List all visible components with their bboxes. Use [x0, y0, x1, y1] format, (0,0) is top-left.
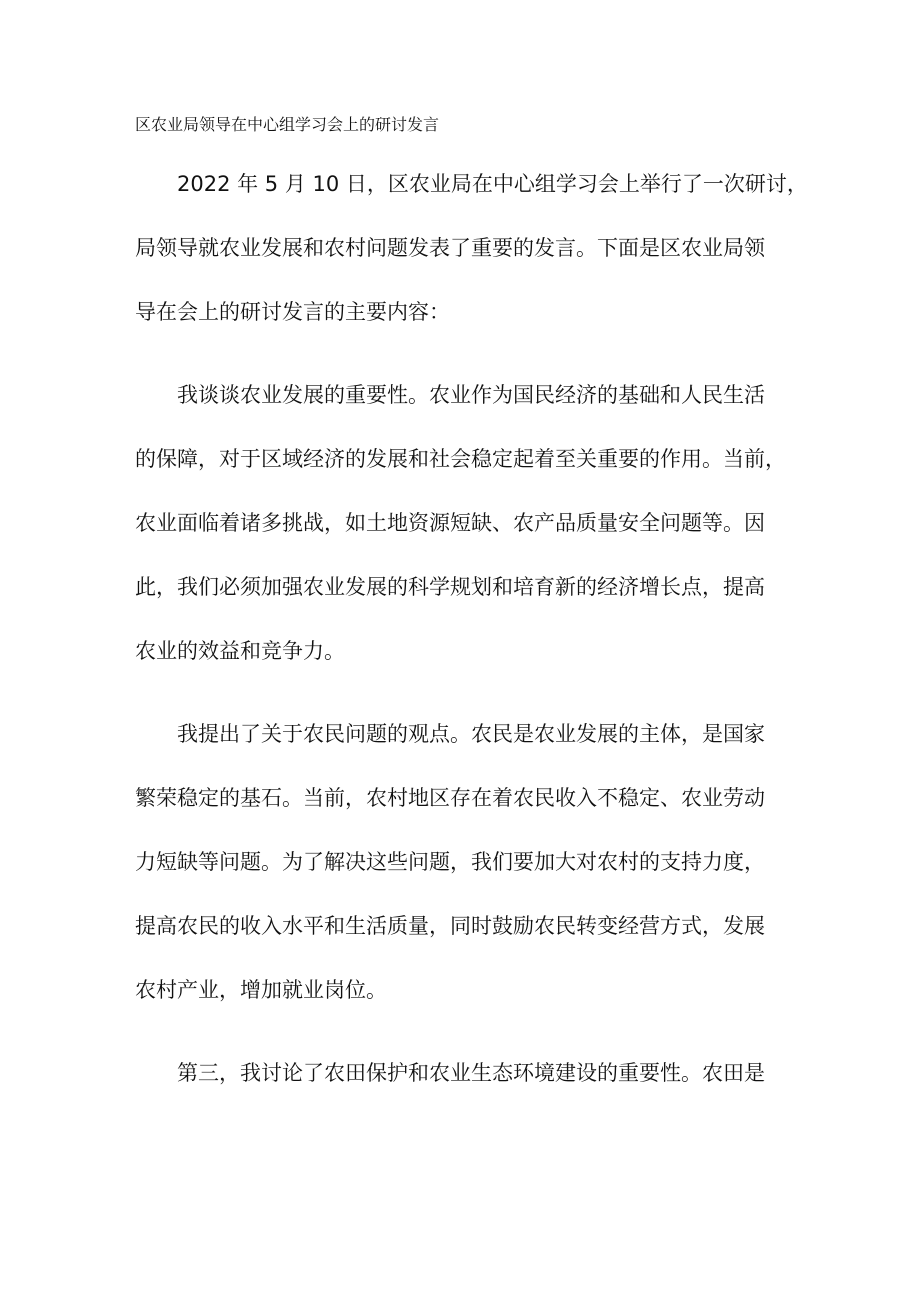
paragraph-3-line-5: 农村产业，增加就业岗位。 — [135, 978, 387, 1002]
document-title: 区农业局领导在中心组学习会上的研讨发言 — [135, 115, 440, 134]
paragraph-2-line-2: 的保障，对于区域经济的发展和社会稳定起着至关重要的作用。当前， — [135, 447, 786, 471]
paragraph-3-line-1: 我提出了关于农民问题的观点。农民是农业发展的主体，是国家 — [177, 722, 765, 746]
paragraph-4-line-1: 第三，我讨论了农田保护和农业生态环境建设的重要性。农田是 — [177, 1061, 765, 1085]
paragraph-2-line-5: 农业的效益和竞争力。 — [135, 639, 345, 663]
paragraph-3-line-3: 力短缺等问题。为了解决这些问题，我们要加大对农村的支持力度， — [135, 850, 765, 874]
paragraph-3-line-2: 繁荣稳定的基石。当前，农村地区存在着农民收入不稳定、农业劳动 — [135, 786, 765, 810]
paragraph-1-line-1: 2022 年 5 月 10 日，区农业局在中心组学习会上举行了一次研讨， — [177, 172, 808, 196]
paragraph-1-line-2: 局领导就农业发展和农村问题发表了重要的发言。下面是区农业局领 — [135, 236, 765, 260]
paragraph-1-line-3: 导在会上的研讨发言的主要内容： — [135, 300, 450, 324]
paragraph-3-line-4: 提高农民的收入水平和生活质量，同时鼓励农民转变经营方式，发展 — [135, 914, 765, 938]
paragraph-2-line-1: 我谈谈农业发展的重要性。农业作为国民经济的基础和人民生活 — [177, 383, 765, 407]
paragraph-2-line-4: 此，我们必须加强农业发展的科学规划和培育新的经济增长点，提高 — [135, 575, 765, 599]
paragraph-2-line-3: 农业面临着诸多挑战，如土地资源短缺、农产品质量安全问题等。因 — [135, 511, 765, 535]
